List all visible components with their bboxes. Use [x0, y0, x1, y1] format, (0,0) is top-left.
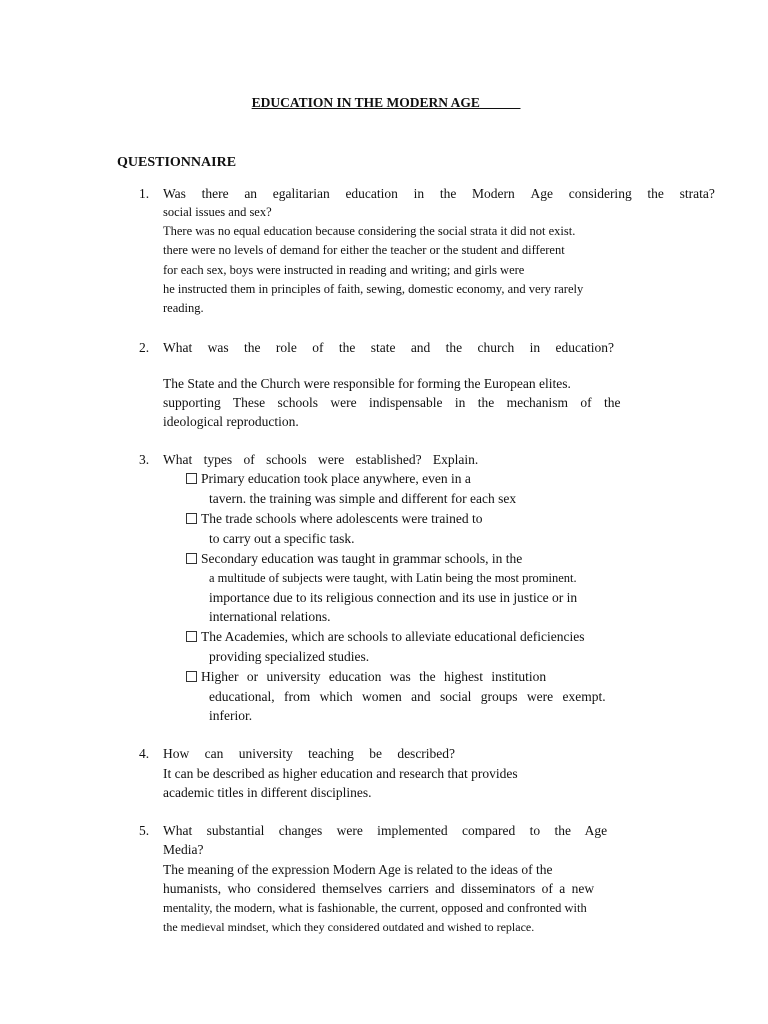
list-item-cont: to carry out a specific task.: [209, 531, 355, 546]
question-text: social issues and sex?: [163, 205, 272, 219]
answer-line: academic titles in different disciplines.: [163, 785, 372, 800]
list-item-cont: providing specialized studies.: [209, 649, 370, 664]
question-text: Was there an egalitarian education in the Modern Age considering the strata?: [163, 186, 715, 201]
document-title: [0, 95, 768, 111]
answer-line: There was no equal education because considering the social strata it did not exist.: [163, 224, 576, 238]
list-item-cont: international relations.: [209, 609, 331, 624]
answer-line: supporting These schools were indispensable in the mechanism of the: [163, 395, 621, 410]
answer-line: reading.: [163, 301, 204, 315]
answer-line: humanists, who considered themselves carriers and disseminators of a new: [163, 881, 595, 896]
answer-line: he instructed them in principles of faith, sewing, domestic economy, and very rarely: [163, 282, 584, 296]
list-item: Secondary education was taught in grammar schools, in the: [186, 551, 522, 567]
answer-line: The State and the Church were responsible for forming the European elites.: [163, 376, 571, 391]
answer-line: ideological reproduction.: [163, 414, 299, 429]
answer-line: mentality, the modern, what is fashionable, the current, opposed and confronted with: [163, 901, 587, 915]
list-item-cont: importance due to its religious connection and its use in justice or in: [209, 590, 578, 605]
question-text: What types of schools were established? Explain.: [163, 452, 479, 467]
answer-line: there were no levels of demand for either the teacher or the student and different: [163, 243, 565, 257]
answer-line: The meaning of the expression Modern Age is related to the ideas of the: [163, 862, 553, 877]
answer-line: the medieval mindset, which they considered outdated and wished to replace.: [163, 920, 535, 934]
document-title-text: EDUCATION IN THE MODERN AGE ______: [248, 95, 521, 110]
square-bullet-icon: [186, 513, 197, 524]
square-bullet-icon: [186, 671, 197, 682]
square-bullet-icon: [186, 553, 197, 564]
section-label: QUESTIONNAIRE: [117, 155, 237, 170]
question-number: 4.: [139, 746, 150, 761]
list-item: Primary education took place anywhere, even in a: [186, 471, 471, 487]
list-item-cont: a multitude of subjects were taught, with Latin being the most prominent.: [209, 571, 577, 585]
list-item-cont: tavern. the training was simple and different for each sex: [209, 491, 517, 506]
square-bullet-icon: [186, 631, 197, 642]
square-bullet-icon: [186, 473, 197, 484]
list-item-cont: inferior.: [209, 708, 253, 723]
question-text: Media?: [163, 842, 204, 857]
list-item-cont: educational, from which women and social groups were exempt.: [209, 689, 606, 704]
question-number: 5.: [139, 823, 150, 838]
list-item: The Academies, which are schools to alleviate educational deficiencies: [186, 629, 584, 645]
list-item: Higher or university education was the highest institution: [186, 669, 546, 685]
question-text: What substantial changes were implemented compared to the Age: [163, 823, 608, 838]
list-item: The trade schools where adolescents were trained to: [186, 511, 483, 527]
question-text: What was the role of the state and the church in education?: [163, 340, 614, 355]
question-number: 3.: [139, 452, 150, 467]
question-number: 2.: [139, 340, 150, 355]
question-text: How can university teaching be described?: [163, 746, 456, 761]
question-number: 1.: [139, 186, 150, 201]
answer-line: It can be described as higher education and research that provides: [163, 766, 518, 781]
answer-line: for each sex, boys were instructed in reading and writing; and girls were: [163, 263, 525, 277]
